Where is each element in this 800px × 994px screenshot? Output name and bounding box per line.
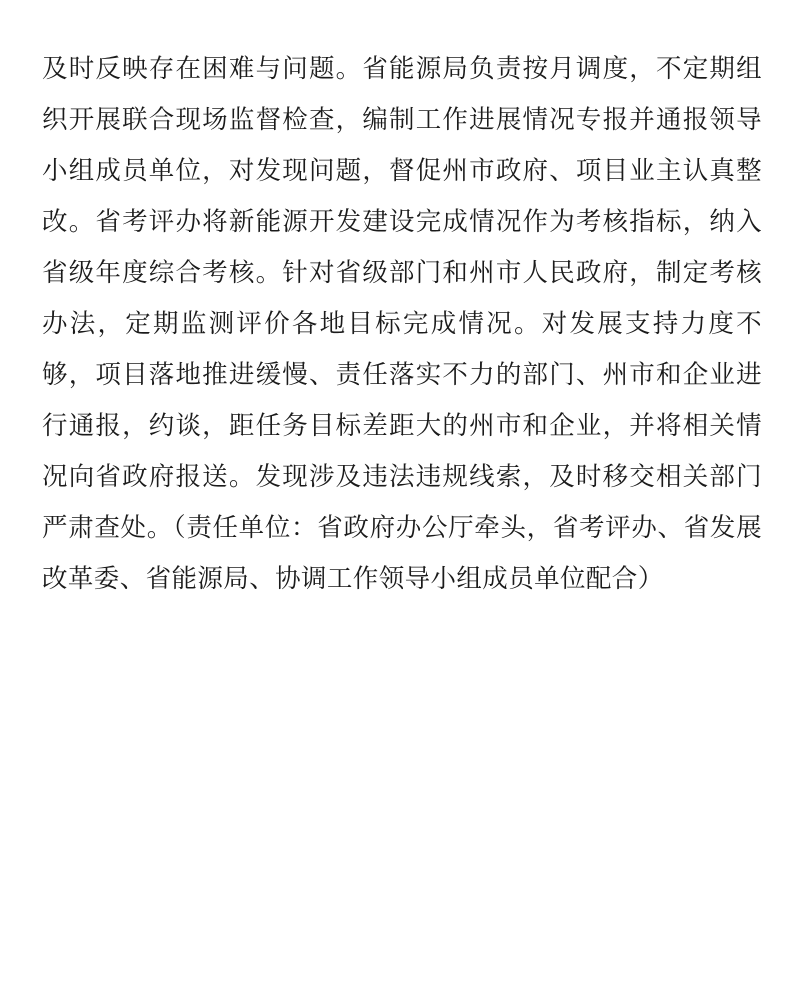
document-body [42,44,762,605]
body-paragraph: 及时反映存在困难与问题。省能源局负责按月调度，不定期组织开展联合现场监督检查，编制工作进展情况专报并通报领导小组成员单位，对发现问题，督促州市政府、项目业主认真整改。省考评办将新能源开发建设完成情况作为考核指标，纳入省级年度综合考核。针对省级部门和州市人民政府，制定考核办法，定期监测评价各地目标完成情况。对发展支持力度不够，项目落地推进缓慢、责任落实不力的部门、州市和企业进行通报，约谈，距任务目标差距大的州市和企业，并将相关情况向省政府报送。发现涉及违法违规线索，及时移交相关部门严肃查处。（责任单位：省政府办公厅牵头，省考评办、省发展改革委、省能源局、协调工作领导小组成员单位配合） [42,54,762,594]
